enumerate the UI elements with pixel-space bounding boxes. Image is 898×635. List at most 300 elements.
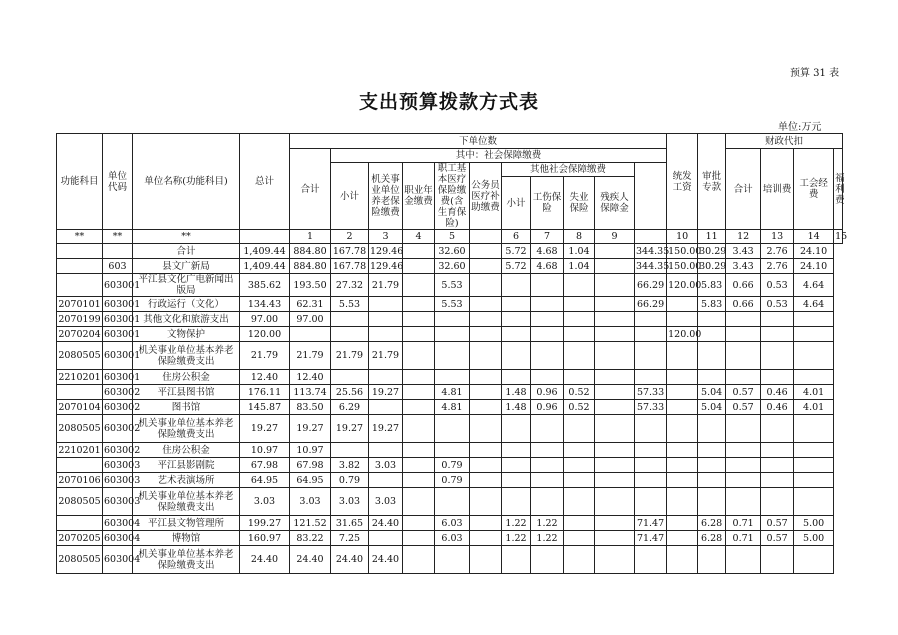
value-cell: 4.01 — [794, 385, 834, 400]
value-cell: 0.71 — [726, 531, 761, 546]
value-cell: 24.40 — [290, 546, 331, 574]
value-cell: 0.46 — [761, 400, 794, 415]
header-disability: 残疾人保障金 — [595, 177, 635, 230]
value-cell — [403, 473, 435, 488]
value-cell — [470, 327, 502, 342]
value-cell — [369, 473, 403, 488]
total-cell: 1,409.44 — [240, 244, 290, 259]
marker: ** — [103, 230, 133, 244]
value-cell — [531, 443, 564, 458]
header-social-security: 其中：社会保障缴费 — [331, 149, 667, 163]
value-cell — [369, 370, 403, 385]
value-cell — [331, 312, 369, 327]
value-cell — [502, 327, 531, 342]
value-cell: 7.25 — [331, 531, 369, 546]
value-cell — [403, 297, 435, 312]
value-cell: 24.10 — [794, 259, 834, 274]
value-cell: 19.27 — [290, 415, 331, 443]
value-cell: 0.71 — [726, 516, 761, 531]
value-cell — [761, 473, 794, 488]
value-cell — [470, 531, 502, 546]
value-cell: 5.83 — [698, 297, 726, 312]
unit-name-cell: 机关事业单位基本养老保险缴费支出 — [133, 546, 240, 574]
header-union: 工会经费 — [794, 149, 834, 230]
value-cell — [794, 546, 834, 574]
value-cell — [595, 546, 635, 574]
value-cell — [564, 458, 595, 473]
value-cell — [595, 297, 635, 312]
unit-name-cell: 机关事业单位基本养老保险缴费支出 — [133, 415, 240, 443]
value-cell — [794, 312, 834, 327]
value-cell — [667, 473, 698, 488]
unit-name-cell: 平江县文物管理所 — [133, 516, 240, 531]
table-row — [57, 274, 843, 297]
value-cell — [403, 443, 435, 458]
value-cell: 31.65 — [331, 516, 369, 531]
value-cell: 1.22 — [502, 516, 531, 531]
value-cell: 21.79 — [369, 342, 403, 370]
value-cell — [635, 415, 667, 443]
value-cell: 19.27 — [331, 415, 369, 443]
total-cell: 67.98 — [240, 458, 290, 473]
value-cell — [331, 327, 369, 342]
unit-code-cell — [103, 244, 133, 259]
value-cell — [761, 458, 794, 473]
value-cell — [403, 546, 435, 574]
col-number: 13 — [761, 230, 794, 244]
value-cell — [531, 488, 564, 516]
func-code-cell: 2210201 — [58, 371, 101, 383]
func-code-cell: 2210201 — [58, 444, 101, 456]
value-cell — [531, 327, 564, 342]
value-cell: 0.96 — [531, 385, 564, 400]
table-number: 预算 31 表 — [790, 68, 840, 79]
value-cell — [470, 488, 502, 516]
value-cell — [369, 327, 403, 342]
header-unit-code: 单位代码 — [103, 134, 133, 230]
value-cell: 5.04 — [698, 385, 726, 400]
value-cell — [470, 259, 502, 274]
value-cell — [531, 415, 564, 443]
value-cell — [698, 473, 726, 488]
value-cell — [531, 297, 564, 312]
value-cell: 167.78 — [331, 259, 369, 274]
value-cell: 4.64 — [794, 297, 834, 312]
value-cell: 30.29 — [699, 260, 727, 272]
unit-name-cell: 图书馆 — [133, 400, 240, 415]
value-cell — [595, 473, 635, 488]
value-cell: 167.78 — [331, 244, 369, 259]
value-cell — [667, 516, 698, 531]
func-code-cell: 2070101 — [58, 298, 101, 310]
col-number: 10 — [667, 230, 698, 244]
col-number: 4 — [403, 230, 435, 244]
value-cell: 71.47 — [635, 531, 667, 546]
value-cell — [726, 370, 761, 385]
func-code-cell — [57, 244, 103, 259]
value-cell — [369, 297, 403, 312]
col-number-blank — [470, 230, 502, 244]
value-cell — [502, 458, 531, 473]
func-code-cell: 2080505 — [57, 546, 103, 574]
value-cell: 0.46 — [761, 385, 794, 400]
value-cell — [761, 327, 794, 342]
value-cell: 0.57 — [761, 516, 794, 531]
value-cell: 4.81 — [435, 385, 470, 400]
value-cell — [794, 458, 834, 473]
value-cell — [595, 370, 635, 385]
value-cell: 884.80 — [290, 244, 331, 259]
unit-code-cell: 603002 — [104, 444, 141, 456]
value-cell — [470, 385, 502, 400]
value-cell: 5.72 — [502, 244, 531, 259]
value-cell: 24.40 — [331, 546, 369, 574]
value-cell: 3.03 — [331, 488, 369, 516]
unit-code-cell: 603001 — [104, 328, 141, 340]
unit-name-cell: 住房公积金 — [133, 370, 240, 385]
value-cell: 3.03 — [369, 458, 403, 473]
value-cell: 0.53 — [761, 297, 794, 312]
value-cell — [635, 443, 667, 458]
value-cell: 27.32 — [331, 274, 369, 297]
value-cell: 0.66 — [726, 274, 761, 297]
value-cell: 0.79 — [435, 458, 470, 473]
value-cell — [470, 312, 502, 327]
value-cell — [502, 312, 531, 327]
func-code-cell — [57, 274, 103, 297]
column-number-row — [57, 230, 843, 244]
value-cell — [403, 370, 435, 385]
func-code-cell: 2070204 — [58, 328, 101, 340]
func-code-cell: 2070205 — [58, 532, 101, 544]
value-cell — [470, 458, 502, 473]
value-cell — [726, 488, 761, 516]
value-cell — [595, 312, 635, 327]
value-cell — [761, 342, 794, 370]
unit-code-cell: 603004 — [104, 517, 141, 529]
value-cell: 0.57 — [726, 400, 761, 415]
value-cell — [470, 244, 502, 259]
value-cell: 1.48 — [502, 400, 531, 415]
total-cell: 24.40 — [240, 546, 290, 574]
value-cell: 1.04 — [564, 244, 595, 259]
header-salary: 统发工资 — [667, 134, 698, 230]
value-cell: 57.33 — [635, 385, 667, 400]
value-cell — [595, 488, 635, 516]
func-code-cell: 2080505 — [57, 415, 103, 443]
value-cell — [667, 531, 698, 546]
unit-name-cell: 其他文化和旅游支出 — [133, 312, 240, 327]
value-cell: 120.00 — [668, 328, 702, 340]
value-cell — [403, 415, 435, 443]
value-cell — [726, 546, 761, 574]
value-cell — [635, 327, 667, 342]
table-row — [57, 312, 843, 327]
value-cell: 10.97 — [290, 443, 331, 458]
unit-code-cell: 603 — [103, 259, 133, 274]
unit-name-cell: 合计 — [133, 244, 240, 259]
value-cell: 5.53 — [435, 297, 470, 312]
table-row — [57, 259, 843, 274]
value-cell — [531, 312, 564, 327]
value-cell: 884.80 — [290, 259, 331, 274]
value-cell — [470, 415, 502, 443]
value-cell: 4.81 — [435, 400, 470, 415]
value-cell: 0.79 — [331, 473, 369, 488]
value-cell — [564, 327, 595, 342]
func-code-cell — [57, 259, 103, 274]
value-cell — [470, 546, 502, 574]
value-cell — [331, 443, 369, 458]
total-cell: 97.00 — [240, 312, 290, 327]
value-cell: 21.79 — [290, 342, 331, 370]
value-cell: 0.52 — [564, 385, 595, 400]
value-cell: 0.57 — [726, 385, 761, 400]
value-cell: 5.00 — [794, 531, 834, 546]
col-number: 6 — [502, 230, 531, 244]
header-welfare: 福利费 — [834, 149, 843, 230]
total-cell: 134.43 — [240, 297, 290, 312]
value-cell: 19.27 — [369, 415, 403, 443]
value-cell: 193.50 — [290, 274, 331, 297]
value-cell: 0.53 — [761, 274, 794, 297]
value-cell — [470, 473, 502, 488]
value-cell: 3.03 — [290, 488, 331, 516]
header-blank — [635, 163, 667, 230]
total-cell: 160.97 — [240, 531, 290, 546]
value-cell: 0.57 — [761, 531, 794, 546]
value-cell — [794, 342, 834, 370]
total-cell: 145.87 — [240, 400, 290, 415]
value-cell: 1.48 — [502, 385, 531, 400]
value-cell — [794, 443, 834, 458]
value-cell — [564, 297, 595, 312]
value-cell: 6.29 — [331, 400, 369, 415]
value-cell — [635, 370, 667, 385]
header-civil-medical: 公务员医疗补助缴费 — [470, 163, 502, 230]
func-code-cell: 2070106 — [58, 474, 101, 486]
value-cell: 1.22 — [502, 531, 531, 546]
value-cell — [595, 244, 635, 259]
value-cell: 25.56 — [331, 385, 369, 400]
table-row — [57, 443, 843, 458]
value-cell: 2.76 — [761, 244, 794, 259]
value-cell: 3.03 — [369, 488, 403, 516]
value-cell — [531, 458, 564, 473]
value-cell — [635, 488, 667, 516]
total-cell: 1,409.44 — [240, 259, 290, 274]
table-row — [57, 458, 843, 473]
value-cell — [635, 473, 667, 488]
unit-name-cell: 平江县文化广电新闻出版局 — [133, 274, 240, 297]
value-cell — [595, 531, 635, 546]
value-cell — [698, 415, 726, 443]
value-cell — [726, 443, 761, 458]
unit-code-cell: 603003 — [104, 474, 141, 486]
unit-name-cell: 机关事业单位基本养老保险缴费支出 — [133, 342, 240, 370]
col-number: 5 — [435, 230, 470, 244]
value-cell — [502, 297, 531, 312]
value-cell: 5.53 — [435, 274, 470, 297]
value-cell: 120.00 — [667, 274, 698, 297]
value-cell: 121.52 — [290, 516, 331, 531]
unit-code-cell: 603004 — [103, 546, 133, 574]
value-cell: 24.40 — [369, 546, 403, 574]
value-cell — [564, 473, 595, 488]
table-row — [57, 400, 843, 415]
value-cell — [794, 488, 834, 516]
value-cell — [595, 259, 635, 274]
total-cell: 64.95 — [240, 473, 290, 488]
value-cell: 67.98 — [290, 458, 331, 473]
value-cell — [502, 443, 531, 458]
value-cell: 24.10 — [794, 244, 834, 259]
value-cell: 344.35 — [636, 245, 670, 257]
header-pension: 机关事业单位养老保险缴费 — [369, 163, 403, 230]
unit-name-cell: 行政运行（文化） — [133, 297, 240, 312]
value-cell: 83.50 — [290, 400, 331, 415]
table-row — [57, 342, 843, 370]
value-cell: 21.79 — [369, 274, 403, 297]
value-cell — [369, 443, 403, 458]
value-cell — [667, 370, 698, 385]
value-cell — [502, 370, 531, 385]
header-finance-withhold: 财政代扣 — [726, 134, 843, 149]
value-cell — [794, 473, 834, 488]
table-row — [57, 385, 843, 400]
value-cell — [726, 327, 761, 342]
value-cell — [595, 443, 635, 458]
value-cell — [531, 473, 564, 488]
value-cell — [667, 312, 698, 327]
unit-code-cell: 603002 — [104, 401, 141, 413]
value-cell: 32.60 — [435, 244, 470, 259]
value-cell: 2.76 — [761, 259, 794, 274]
table-row — [57, 531, 843, 546]
value-cell — [726, 415, 761, 443]
value-cell: 1.22 — [531, 531, 564, 546]
table-row — [57, 244, 843, 259]
value-cell — [403, 312, 435, 327]
unit-code-cell: 603004 — [104, 532, 141, 544]
value-cell — [564, 370, 595, 385]
table-row — [57, 488, 843, 516]
value-cell — [564, 531, 595, 546]
value-cell — [698, 443, 726, 458]
unit-code-cell: 603002 — [104, 386, 141, 398]
value-cell — [698, 458, 726, 473]
value-cell: 3.43 — [726, 259, 761, 274]
value-cell: 0.52 — [564, 400, 595, 415]
func-code-cell — [57, 385, 103, 400]
value-cell — [435, 312, 470, 327]
value-cell: 3.82 — [331, 458, 369, 473]
header-lower-unit: 下单位数 — [290, 134, 667, 149]
value-cell — [667, 342, 698, 370]
value-cell — [470, 297, 502, 312]
value-cell — [531, 546, 564, 574]
value-cell: 83.22 — [290, 531, 331, 546]
unit-name-cell: 县文广新局 — [133, 259, 240, 274]
value-cell: 5.04 — [698, 400, 726, 415]
value-cell — [595, 400, 635, 415]
table-row — [57, 297, 843, 312]
value-cell — [435, 443, 470, 458]
value-cell — [564, 443, 595, 458]
value-cell — [761, 415, 794, 443]
header-training: 培训费 — [761, 149, 794, 230]
col-number: 7 — [531, 230, 564, 244]
value-cell: 150.00 — [668, 260, 702, 272]
value-cell — [470, 370, 502, 385]
value-cell — [403, 385, 435, 400]
value-cell — [761, 546, 794, 574]
marker-blank — [240, 230, 290, 244]
value-cell — [435, 370, 470, 385]
col-number: 9 — [595, 230, 635, 244]
value-cell — [564, 274, 595, 297]
value-cell — [667, 488, 698, 516]
value-cell — [595, 327, 635, 342]
value-cell: 6.28 — [698, 516, 726, 531]
unit-code-cell: 603002 — [103, 415, 133, 443]
value-cell — [726, 473, 761, 488]
total-cell: 12.40 — [240, 370, 290, 385]
value-cell: 0.66 — [726, 297, 761, 312]
total-cell: 19.27 — [240, 415, 290, 443]
header-func-code: 功能科目 — [57, 134, 103, 230]
value-cell: 4.68 — [531, 244, 564, 259]
value-cell — [403, 488, 435, 516]
header-injury: 工伤保险 — [531, 177, 564, 230]
value-cell — [470, 516, 502, 531]
value-cell: 57.33 — [635, 400, 667, 415]
value-cell: 0.79 — [435, 473, 470, 488]
value-cell — [667, 415, 698, 443]
value-cell — [635, 342, 667, 370]
col-number: 2 — [331, 230, 369, 244]
value-cell: 4.68 — [531, 259, 564, 274]
value-cell — [595, 458, 635, 473]
value-cell — [595, 415, 635, 443]
value-cell: 19.27 — [369, 385, 403, 400]
unit-name-cell: 文物保护 — [133, 327, 240, 342]
value-cell — [635, 546, 667, 574]
value-cell — [290, 327, 331, 342]
col-number: 8 — [564, 230, 595, 244]
value-cell — [564, 516, 595, 531]
value-cell — [502, 342, 531, 370]
value-cell: 5.72 — [502, 259, 531, 274]
budget-table — [56, 133, 848, 574]
header-unemployment: 失业保险 — [564, 177, 595, 230]
total-cell: 120.00 — [240, 327, 290, 342]
value-cell: 62.31 — [290, 297, 331, 312]
value-cell: 5.83 — [698, 274, 726, 297]
value-cell: 6.03 — [435, 516, 470, 531]
value-cell — [667, 400, 698, 415]
value-cell — [331, 370, 369, 385]
value-cell — [403, 531, 435, 546]
unit-label: 单位:万元 — [778, 122, 822, 133]
total-cell: 10.97 — [240, 443, 290, 458]
value-cell — [403, 327, 435, 342]
value-cell — [698, 342, 726, 370]
value-cell — [502, 415, 531, 443]
value-cell: 5.53 — [331, 297, 369, 312]
table-row — [57, 327, 843, 342]
value-cell — [435, 327, 470, 342]
